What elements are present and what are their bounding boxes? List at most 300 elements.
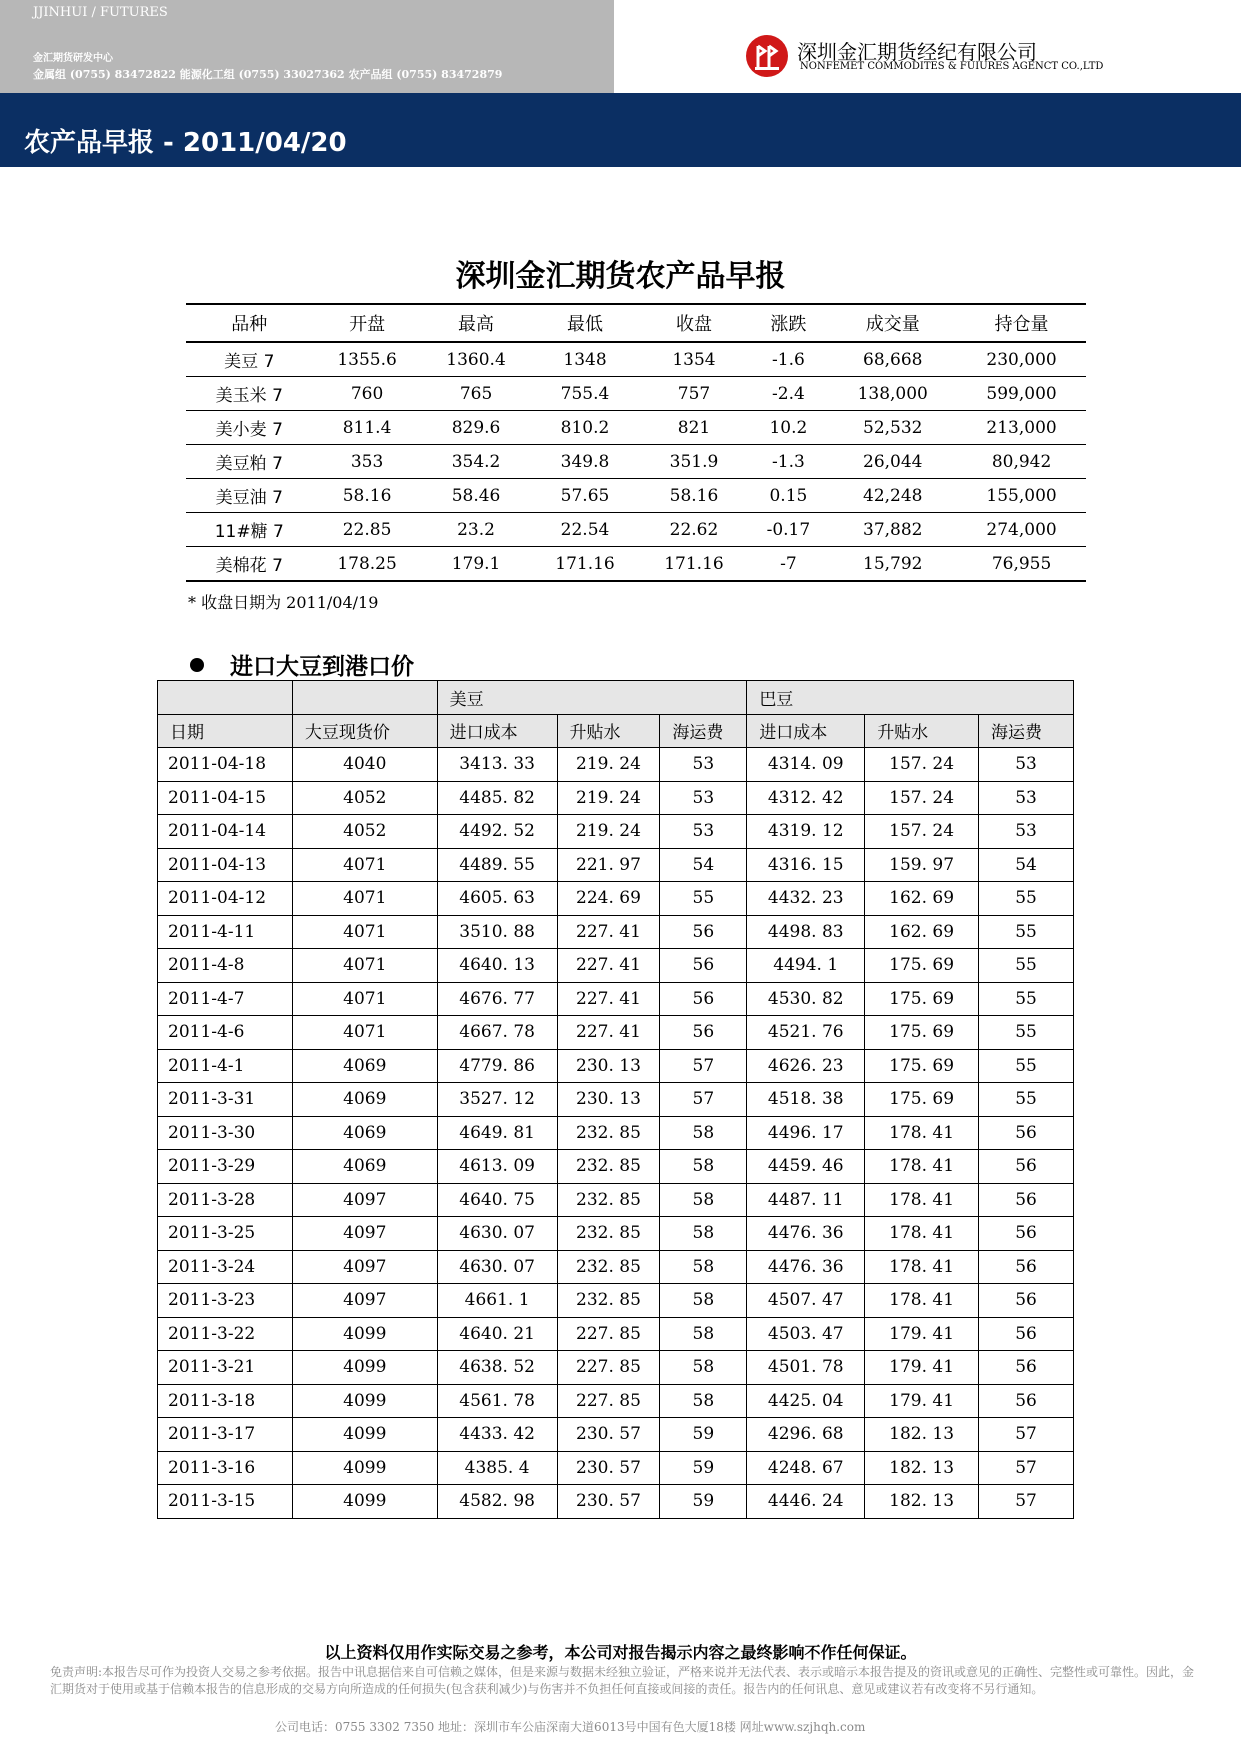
table-cell: 178.25 [313,547,422,582]
table-cell: 4496. 17 [747,1116,865,1150]
table-cell: 4071 [292,1016,437,1050]
table-cell: 219. 24 [557,815,660,849]
table-row [158,949,1074,983]
import-price-table [157,680,1074,1519]
table-cell: 4503. 47 [747,1317,865,1351]
table-cell: 58 [660,1384,747,1418]
table-cell: 354.2 [422,445,531,479]
table-cell: 760 [313,377,422,411]
table-cell: 175. 69 [865,1049,979,1083]
table-cell: 58 [660,1217,747,1251]
table-cell: 美豆 7 [186,342,313,377]
table-cell: 755.4 [531,377,640,411]
table-cell: 232. 85 [557,1250,660,1284]
table-cell: 37,882 [828,513,957,547]
table-row [158,882,1074,916]
table-cell: 219. 24 [557,748,660,782]
table-cell: 230. 57 [557,1485,660,1519]
table-cell: 55 [979,1016,1074,1050]
table-cell: 4561. 78 [437,1384,557,1418]
table-cell: 2011-3-16 [158,1451,293,1485]
table-cell: 59 [660,1451,747,1485]
table-cell: 56 [660,982,747,1016]
table-cell: 2011-4-1 [158,1049,293,1083]
table-cell: 2011-04-13 [158,848,293,882]
table-cell: 55 [979,1083,1074,1117]
table-cell: 4069 [292,1049,437,1083]
table-cell: 3413. 33 [437,748,557,782]
table-cell: 56 [979,1183,1074,1217]
table-cell: 2011-3-17 [158,1418,293,1452]
column-header: 持仓量 [957,304,1086,342]
table-cell: 4485. 82 [437,781,557,815]
table-cell: 2011-3-30 [158,1116,293,1150]
table-row [158,1250,1074,1284]
table-cell: 56 [660,949,747,983]
group-header-us: 美豆 [437,681,747,715]
column-header: 海运费 [979,714,1074,748]
table-cell: 55 [660,882,747,916]
section-title: 进口大豆到港口价 [230,654,414,680]
table-cell: 4071 [292,848,437,882]
table-row [158,1485,1074,1519]
table-cell: 162. 69 [865,882,979,916]
table-cell: 179. 41 [865,1351,979,1385]
table-cell: 59 [660,1418,747,1452]
table-cell: 179. 41 [865,1384,979,1418]
table-cell: 4661. 1 [437,1284,557,1318]
table-cell: 4779. 86 [437,1049,557,1083]
table-cell: 58 [660,1116,747,1150]
table-cell: 55 [979,1049,1074,1083]
table-cell: 56 [979,1384,1074,1418]
column-header: 进口成本 [437,714,557,748]
table-cell: 4649. 81 [437,1116,557,1150]
table-cell: 230,000 [957,342,1086,377]
table-cell: 15,792 [828,547,957,582]
column-header: 大豆现货价 [292,714,437,748]
table-cell: 57 [660,1083,747,1117]
table-cell: 56 [979,1351,1074,1385]
table-cell: -7 [748,547,828,582]
report-title: 农产品早报 - 2011/04/20 [24,128,347,158]
table-cell: 4071 [292,949,437,983]
table-cell: 4097 [292,1183,437,1217]
table-row [186,445,1086,479]
table-row [158,1183,1074,1217]
table-cell: 4476. 36 [747,1250,865,1284]
table-cell: 2011-3-28 [158,1183,293,1217]
table-cell: 4640. 21 [437,1317,557,1351]
table-cell: 224. 69 [557,882,660,916]
table-cell: 4433. 42 [437,1418,557,1452]
table-cell: 155,000 [957,479,1086,513]
footer-contact: 公司电话：0755 3302 7350 地址：深圳市车公庙深南大道6013号中国有色大厦18楼 网址www.szjhqh.com [275,1720,866,1734]
empty-header-cell [292,681,437,715]
table-cell: 52,532 [828,411,957,445]
table-header-row [158,714,1074,748]
table-cell: 178. 41 [865,1150,979,1184]
table-cell: 80,942 [957,445,1086,479]
table-cell: 2011-4-7 [158,982,293,1016]
table-cell: 58 [660,1250,747,1284]
table-cell: 182. 13 [865,1418,979,1452]
table-cell: 4052 [292,815,437,849]
table-cell: 178. 41 [865,1284,979,1318]
table-cell: 4640. 13 [437,949,557,983]
table-cell: 57.65 [531,479,640,513]
table-cell: 157. 24 [865,781,979,815]
table-cell: 4314. 09 [747,748,865,782]
table-cell: 4676. 77 [437,982,557,1016]
table-row [158,1049,1074,1083]
table-cell: 4052 [292,781,437,815]
table-cell: 4040 [292,748,437,782]
table-cell: 175. 69 [865,1016,979,1050]
table-cell: 4296. 68 [747,1418,865,1452]
table-cell: 232. 85 [557,1217,660,1251]
table-cell: 美棉花 7 [186,547,313,582]
table-cell: -2.4 [748,377,828,411]
table-cell: 179.1 [422,547,531,582]
table-cell: 58 [660,1150,747,1184]
column-header: 收盘 [640,304,749,342]
table-cell: 2011-04-15 [158,781,293,815]
table-cell: 162. 69 [865,915,979,949]
table-cell: 4667. 78 [437,1016,557,1050]
table-cell: 4626. 23 [747,1049,865,1083]
table-cell: 2011-3-25 [158,1217,293,1251]
table-row [186,377,1086,411]
table-cell: 2011-3-29 [158,1150,293,1184]
table-cell: 811.4 [313,411,422,445]
table-cell: 159. 97 [865,848,979,882]
table-cell: 57 [979,1418,1074,1452]
table-cell: 2011-04-12 [158,882,293,916]
table-cell: 58.16 [313,479,422,513]
column-header: 成交量 [828,304,957,342]
table-cell: 55 [979,915,1074,949]
table-cell: 4071 [292,982,437,1016]
table-cell: 757 [640,377,749,411]
table-cell: 230. 13 [557,1083,660,1117]
brand-text: JJINHUI / FUTURES [33,5,168,20]
table-cell: 2011-3-24 [158,1250,293,1284]
table-cell: 4507. 47 [747,1284,865,1318]
table-row [158,1016,1074,1050]
table-cell: 2011-3-15 [158,1485,293,1519]
table-cell: 57 [979,1451,1074,1485]
table-row [158,1116,1074,1150]
table-cell: 1354 [640,342,749,377]
table-cell: 227. 41 [557,949,660,983]
column-header: 日期 [158,714,293,748]
table-cell: 53 [979,748,1074,782]
table-cell: 227. 41 [557,915,660,949]
table-cell: 4446. 24 [747,1485,865,1519]
table-cell: 2011-04-18 [158,748,293,782]
column-header: 海运费 [660,714,747,748]
empty-header-cell [158,681,293,715]
table-row [186,513,1086,547]
table-cell: 178. 41 [865,1183,979,1217]
table-cell: 4605. 63 [437,882,557,916]
main-title: 深圳金汇期货农产品早报 [455,259,786,294]
table-cell: 56 [979,1150,1074,1184]
table-cell: 2011-3-21 [158,1351,293,1385]
table-cell: 23.2 [422,513,531,547]
table-cell: 4613. 09 [437,1150,557,1184]
table-row [158,1351,1074,1385]
quotes-table [186,303,1086,582]
table-row [186,479,1086,513]
table-row [186,342,1086,377]
table-cell: 4487. 11 [747,1183,865,1217]
table-row [158,1150,1074,1184]
table-cell: 58.46 [422,479,531,513]
table-cell: 4071 [292,882,437,916]
column-header: 开盘 [313,304,422,342]
table-row [158,982,1074,1016]
table-cell: 232. 85 [557,1150,660,1184]
dept-text: 金汇期货研发中心 [33,53,113,64]
table-row [158,748,1074,782]
table-cell: 4248. 67 [747,1451,865,1485]
table-cell: 4638. 52 [437,1351,557,1385]
table-cell: 4316. 15 [747,848,865,882]
table-cell: 178. 41 [865,1217,979,1251]
table-cell: 4099 [292,1384,437,1418]
table-cell: 232. 85 [557,1284,660,1318]
table-cell: 4492. 52 [437,815,557,849]
table-row [158,1284,1074,1318]
table-cell: 4099 [292,1351,437,1385]
table-cell: 349.8 [531,445,640,479]
table-cell: 765 [422,377,531,411]
table-cell: 2011-3-18 [158,1384,293,1418]
table-cell: 53 [660,815,747,849]
table-cell: 4476. 36 [747,1217,865,1251]
table-cell: 4489. 55 [437,848,557,882]
table-cell: 4069 [292,1083,437,1117]
table-cell: 2011-3-31 [158,1083,293,1117]
table-cell: 821 [640,411,749,445]
table-row [158,1317,1074,1351]
table-cell: 59 [660,1485,747,1519]
table-cell: 26,044 [828,445,957,479]
table-cell: 175. 69 [865,1083,979,1117]
table-cell: 42,248 [828,479,957,513]
table-cell: 0.15 [748,479,828,513]
table-cell: 22.54 [531,513,640,547]
table-cell: 157. 24 [865,748,979,782]
table-cell: 4518. 38 [747,1083,865,1117]
table-cell: 2011-3-22 [158,1317,293,1351]
table-cell: 4099 [292,1451,437,1485]
table-cell: 182. 13 [865,1451,979,1485]
table-cell: 175. 69 [865,949,979,983]
table-row [158,781,1074,815]
table-cell: 53 [660,781,747,815]
table-cell: 1348 [531,342,640,377]
table-cell: 4099 [292,1485,437,1519]
table-cell: 57 [660,1049,747,1083]
table-cell: 22.62 [640,513,749,547]
table-cell: 810.2 [531,411,640,445]
table-cell: 227. 85 [557,1317,660,1351]
table-cell: 829.6 [422,411,531,445]
table-cell: 171.16 [531,547,640,582]
table-cell: 213,000 [957,411,1086,445]
column-header: 进口成本 [747,714,865,748]
table-cell: 美豆粕 7 [186,445,313,479]
table-cell: 55 [979,882,1074,916]
table-cell: 4501. 78 [747,1351,865,1385]
table-cell: 4498. 83 [747,915,865,949]
table-row [186,411,1086,445]
table-cell: 4432. 23 [747,882,865,916]
table-cell: 56 [660,1016,747,1050]
close-date-note: * 收盘日期为 2011/04/19 [188,593,379,612]
table-cell: 4069 [292,1150,437,1184]
table-cell: 178. 41 [865,1250,979,1284]
table-cell: 232. 85 [557,1116,660,1150]
table-cell: 274,000 [957,513,1086,547]
table-cell: 4640. 75 [437,1183,557,1217]
table-cell: 4312. 42 [747,781,865,815]
table-cell: 219. 24 [557,781,660,815]
table-cell: 58 [660,1183,747,1217]
table-cell: 227. 85 [557,1384,660,1418]
table-cell: 4582. 98 [437,1485,557,1519]
table-cell: 171.16 [640,547,749,582]
table-row [158,1083,1074,1117]
table-cell: 58.16 [640,479,749,513]
table-cell: 4630. 07 [437,1217,557,1251]
table-cell: 54 [660,848,747,882]
table-cell: 56 [979,1284,1074,1318]
table-cell: 4099 [292,1418,437,1452]
column-header: 升贴水 [865,714,979,748]
table-cell: 182. 13 [865,1485,979,1519]
table-cell: -1.6 [748,342,828,377]
table-cell: 11#糖 7 [186,513,313,547]
table-row [158,1451,1074,1485]
table-cell: 58 [660,1317,747,1351]
table-cell: 55 [979,982,1074,1016]
table-cell: 56 [979,1317,1074,1351]
table-cell: 10.2 [748,411,828,445]
table-row [158,815,1074,849]
table-cell: 56 [660,915,747,949]
group-header-row [158,681,1074,715]
disclaimer-statement: 以上资料仅用作实际交易之参考，本公司对报告揭示内容之最终影响不作任何保证。 [324,1643,917,1662]
table-cell: 138,000 [828,377,957,411]
table-cell: 1360.4 [422,342,531,377]
table-cell: 178. 41 [865,1116,979,1150]
group-header-br: 巴豆 [747,681,1074,715]
table-cell: 2011-4-8 [158,949,293,983]
column-header: 涨跌 [748,304,828,342]
table-cell: -1.3 [748,445,828,479]
table-row [158,1217,1074,1251]
table-cell: 53 [979,781,1074,815]
table-cell: 56 [979,1217,1074,1251]
table-row [158,915,1074,949]
table-cell: 2011-3-23 [158,1284,293,1318]
company-name-en: NONFEMET COMMODITES & FUIURES AGENCT CO.,LTD [800,61,1104,72]
table-cell: 4425. 04 [747,1384,865,1418]
table-cell: 232. 85 [557,1183,660,1217]
table-cell: 2011-4-11 [158,915,293,949]
table-cell: 美豆油 7 [186,479,313,513]
table-cell: 56 [979,1116,1074,1150]
table-cell: 157. 24 [865,815,979,849]
table-row [158,848,1074,882]
disclaimer-text: 免责声明:本报告尽可作为投资人交易之参考依据。报告中讯息据信来自可信赖之媒体，但是来源与数据未经独立验证，严格来说并无法代表、表示或暗示本报告提及的资讯或意见的正确性、完整性或可靠性。因此，金汇期货对于使用或基于信赖本报告的信息形成的交易方向所造成的任何损失(包含获利减少)与伤害并不负担任何直接或间接的责任。报告内的任何讯息、意见或建议若有改变将不另行通知。 [50,1665,1195,1696]
table-cell: 55 [979,949,1074,983]
table-cell: 230. 13 [557,1049,660,1083]
table-cell: 76,955 [957,547,1086,582]
table-cell: 221. 97 [557,848,660,882]
table-cell: 353 [313,445,422,479]
company-logo-icon [745,34,789,82]
table-cell: 3527. 12 [437,1083,557,1117]
table-cell: 230. 57 [557,1451,660,1485]
table-cell: 22.85 [313,513,422,547]
phones-text: 金属组 (0755) 83472822 能源化工组 (0755) 33027362 农产品组 (0755) 83472879 [33,68,503,81]
table-cell: 58 [660,1351,747,1385]
table-cell: 227. 41 [557,982,660,1016]
column-header: 最高 [422,304,531,342]
column-header: 最低 [531,304,640,342]
table-cell: 68,668 [828,342,957,377]
table-cell: 54 [979,848,1074,882]
table-cell: 179. 41 [865,1317,979,1351]
table-cell: 美小麦 7 [186,411,313,445]
table-cell: 53 [979,815,1074,849]
table-cell: -0.17 [748,513,828,547]
column-header: 升贴水 [557,714,660,748]
table-cell: 599,000 [957,377,1086,411]
table-cell: 2011-4-6 [158,1016,293,1050]
table-cell: 230. 57 [557,1418,660,1452]
table-row [186,547,1086,582]
table-row [158,1384,1074,1418]
company-name-cn: 深圳金汇期货经纪有限公司 [797,40,1037,64]
bullet-icon [190,658,204,672]
table-cell: 4459. 46 [747,1150,865,1184]
table-cell: 227. 85 [557,1351,660,1385]
table-cell: 4099 [292,1317,437,1351]
table-cell: 57 [979,1485,1074,1519]
table-cell: 美玉米 7 [186,377,313,411]
table-cell: 351.9 [640,445,749,479]
table-cell: 4097 [292,1217,437,1251]
table-cell: 1355.6 [313,342,422,377]
table-cell: 4630. 07 [437,1250,557,1284]
table-cell: 175. 69 [865,982,979,1016]
table-cell: 4385. 4 [437,1451,557,1485]
table-cell: 227. 41 [557,1016,660,1050]
table-cell: 4530. 82 [747,982,865,1016]
table-cell: 56 [979,1250,1074,1284]
table-header-row [186,304,1086,342]
table-row [158,1418,1074,1452]
table-cell: 4494. 1 [747,949,865,983]
column-header: 品种 [186,304,313,342]
table-cell: 3510. 88 [437,915,557,949]
